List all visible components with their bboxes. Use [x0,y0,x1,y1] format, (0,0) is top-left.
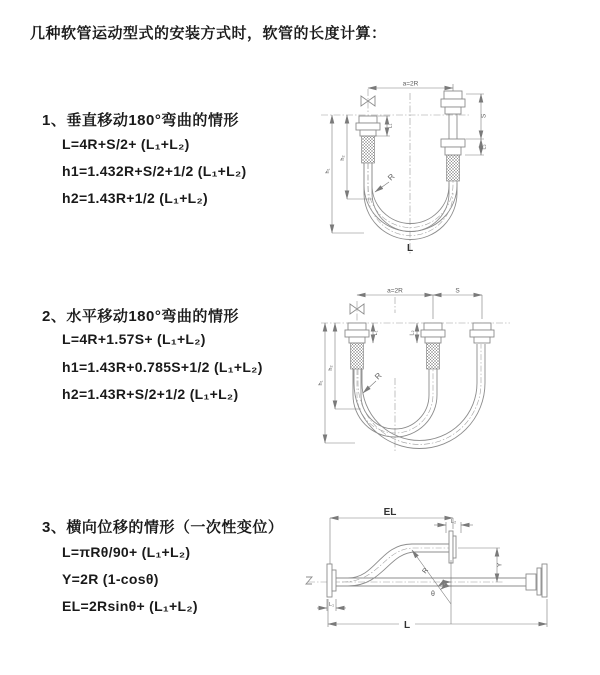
diagram-lateral-displacement [300,503,600,653]
dim-label-h1: h₁ [318,380,324,386]
dimension-h1 [325,115,364,233]
section-1-formula-h2: h2=1.43R+1/2 (L₁+L₂) [62,190,209,206]
left-flange-fitting [345,323,369,369]
section-3-formula-l: L=πRθ/90+ (L₁+L₂) [62,544,191,560]
right-flange-fitting [441,91,465,181]
diagram-vertical-180-bend [315,73,515,263]
dimension-l1 [373,323,379,343]
dim-label-y: Y [496,562,504,568]
dim-label-h2: h₂ [328,365,334,371]
dim-label-h2: h₂ [340,155,346,161]
dimension-y [458,548,504,582]
dimension-a2r [368,81,453,92]
dimension-l2 [410,323,418,343]
radius-label: R [373,371,384,382]
dim-label-s: S [480,113,488,119]
braid-sleeve [447,155,460,181]
dimension-l2 [434,519,473,533]
upper-right-flange-fitting [449,531,456,563]
section-2-heading: 2、水平移动180°弯曲的情形 [42,308,239,325]
section-1-formula-h1: h1=1.432R+S/2+1/2 (L₁+L₂) [62,163,247,179]
page-title: 几种软管运动型式的安装方式时，软管的长度计算： [30,25,387,42]
section-1-formula-l: L=4R+S/2+ (L₁+L₂) [62,136,190,152]
lower-right-flange-fitting [526,564,547,597]
dim-label-l2: L₂ [481,144,488,150]
dim-label-h1: h₁ [325,168,331,174]
right-flange-fitting [470,323,494,343]
dim-label-a2r: a=2R [387,287,403,295]
dimension-a2r [357,288,482,320]
middle-flange-fitting [421,323,445,369]
radius-label: R [421,567,431,576]
length-label: L [406,243,414,254]
dim-label-l2: L₂ [409,330,416,336]
radius-callout [375,172,397,192]
dimension-l1 [317,599,346,611]
dim-label-el: EL [383,507,397,518]
dim-label-l: L [403,620,411,631]
section-3-formula-y: Y=2R (1-cosθ) [62,571,159,587]
dim-label-a2r: a=2R [402,80,419,88]
radius-callout [363,371,384,393]
dim-label-l1: L₁ [373,330,379,336]
left-flange-fitting [327,564,336,597]
section-1-heading: 1、垂直移动180°弯曲的情形 [42,112,239,129]
hose-s-curve-position [342,544,449,586]
radius-label: R [386,172,397,183]
section-3-formula-el: EL=2Rsinθ+ (L₁+L₂) [62,598,198,614]
dimension-l [328,599,547,631]
datum-mark [306,577,312,584]
angle-construction [412,550,451,624]
dimension-s [466,94,488,139]
section-2-formula-h1: h1=1.43R+0.785S+1/2 (L₁+L₂) [62,359,263,375]
hose-u-bend-far [354,344,485,449]
dim-label-l1: L₁ [329,602,334,608]
left-flange-fitting [356,116,380,163]
dim-label-s: S [455,287,460,295]
dimension-s [433,288,482,296]
angle-label: θ [431,591,435,598]
hose-u-bend [364,163,457,240]
section-2-formula-h2: h2=1.43R+S/2+1/2 (L₁+L₂) [62,386,239,402]
section-2-formula-l: L=4R+1.57S+ (L₁+L₂) [62,331,206,347]
braid-sleeve [427,343,440,369]
dimension-el [330,507,453,564]
dim-label-l1: L₁ [387,123,394,129]
dim-label-l2: L₂ [450,519,457,525]
braid-sleeve [362,136,375,163]
diagram-horizontal-180-bend [315,283,525,463]
section-3-heading: 3、横向位移的情形（一次性变位） [42,519,284,536]
braid-sleeve [351,343,364,369]
centerlines [321,297,510,453]
dimension-l2 [465,139,488,155]
